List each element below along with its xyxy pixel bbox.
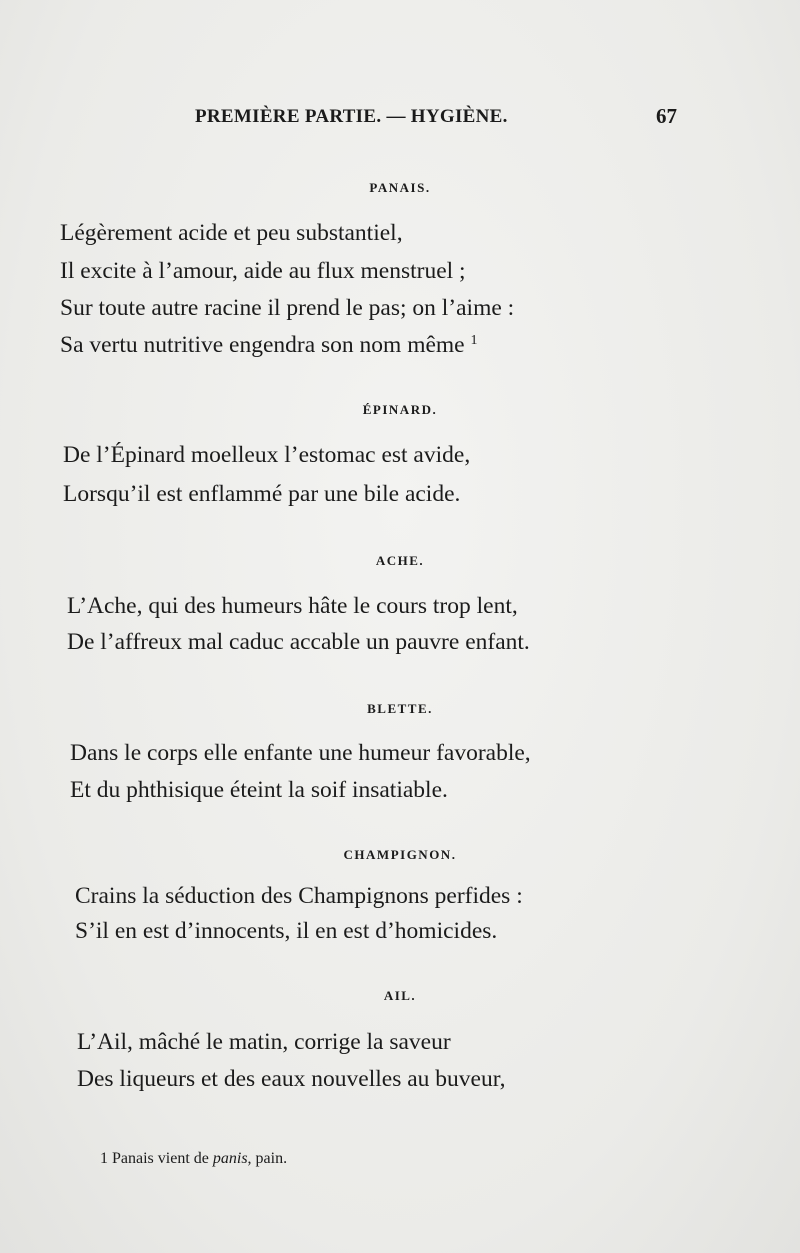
section-title-ail: AIL. [383, 988, 417, 1003]
verse-line: Légèrement acide et peu substantiel, [60, 220, 403, 246]
verse-line: Sur toute autre racine il prend le pas; on l’aime : [60, 295, 515, 321]
footnote-text: Panais vient de [112, 1150, 213, 1167]
verse-line: Lorsqu’il est enflammé par une bile acide. [63, 481, 461, 507]
section-title-champignon: CHAMPIGNON. [343, 847, 457, 862]
section-title-epinard: ÉPINARD. [362, 402, 438, 417]
page-number: 67 [656, 104, 677, 128]
verse-line-with-footnote [60, 332, 478, 359]
verse-line: Il excite à l’amour, aide au flux menstruel ; [60, 258, 466, 284]
verse-line: Crains la séduction des Champignons perfides : [75, 883, 523, 909]
verse-line: Et du phthisique éteint la soif insatiable. [70, 777, 448, 803]
verse-line: L’Ail, mâché le matin, corrige la saveur [77, 1029, 451, 1055]
section-title-blette: BLETTE. [367, 701, 433, 716]
running-header [0, 106, 800, 136]
footnote-reference: 1 [470, 333, 478, 348]
section-title-panais: PANAIS. [369, 180, 431, 195]
verse-line: Dans le corps elle enfante une humeur favorable, [70, 740, 531, 766]
verse-line: S’il en est d’innocents, il en est d’homicides. [75, 918, 498, 944]
verse-line: L’Ache, qui des humeurs hâte le cours trop lent, [67, 593, 518, 619]
running-title: PREMIÈRE PARTIE. — HYGIÈNE. [195, 106, 508, 127]
footnote-italic-word: panis [212, 1150, 248, 1167]
footnote-text-end: , pain. [247, 1150, 288, 1167]
verse-line: De l’affreux mal caduc accable un pauvre enfant. [67, 629, 530, 655]
footnote [100, 1150, 287, 1168]
footnote-marker: 1 [100, 1150, 108, 1167]
verse-line: De l’Épinard moelleux l’estomac est avide, [63, 442, 471, 468]
section-title-ache: ACHE. [375, 553, 425, 568]
verse-text: Sa vertu nutritive engendra son nom même [60, 332, 465, 358]
verse-line: Des liqueurs et des eaux nouvelles au buveur, [77, 1066, 506, 1092]
